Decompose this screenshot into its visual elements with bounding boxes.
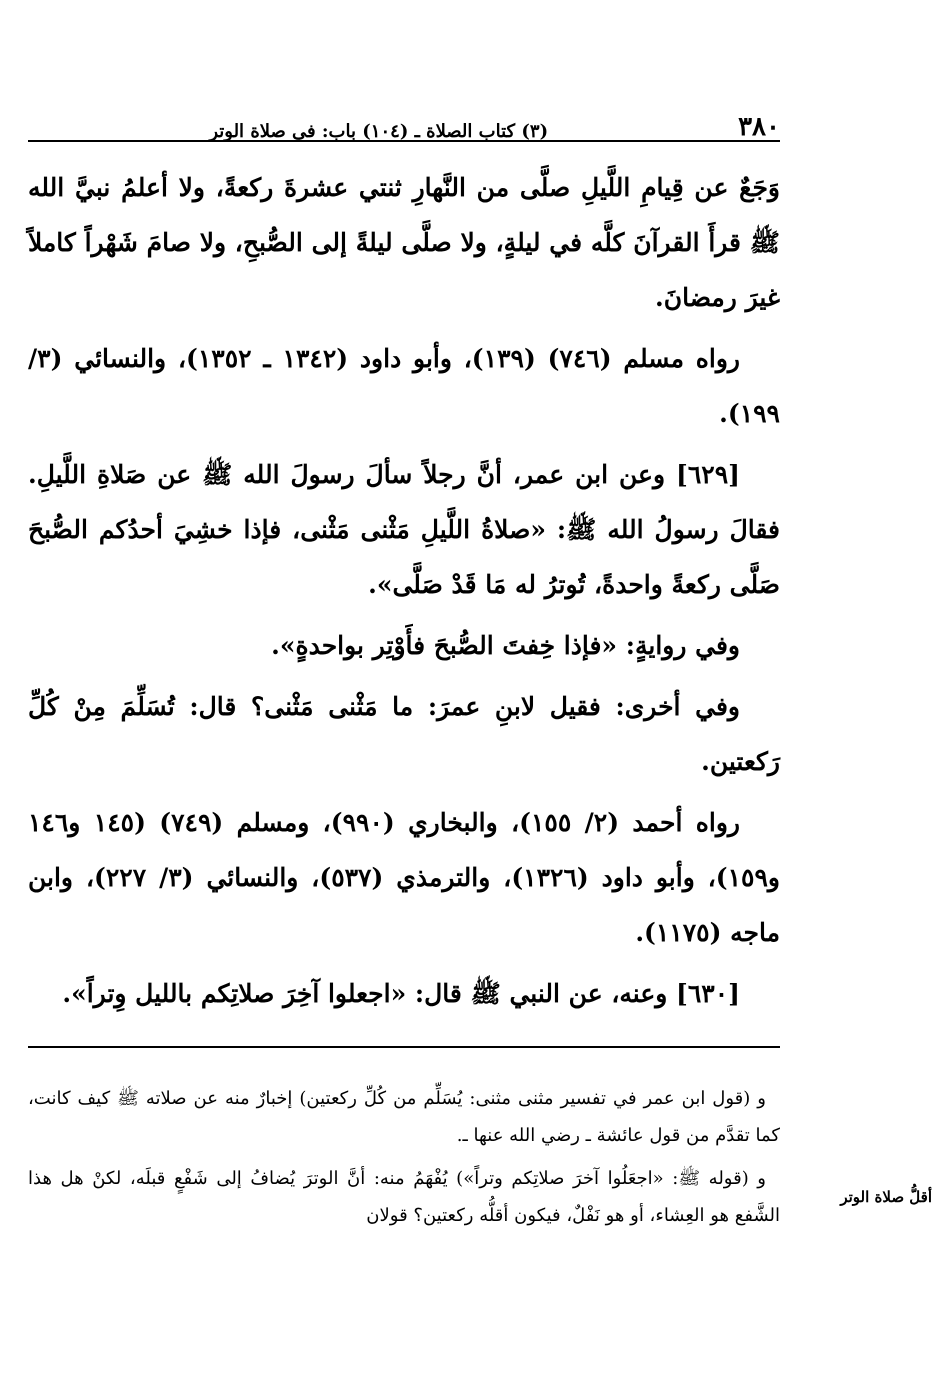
page-header	[28, 108, 780, 142]
running-head: (٣) كتاب الصلاة ـ (١٠٤) باب: في صلاة الوتر	[209, 121, 549, 142]
main-text	[28, 160, 780, 1027]
page-number: ٣٨٠	[738, 112, 780, 142]
hadith-630: [٦٣٠] وعنه، عن النبي ﷺ قال: «اجعلوا آخِرَ صلاتِكم بالليل وِتراً».	[62, 979, 740, 1008]
citation-paragraph-2: رواه أحمد (٢/ ١٥٥)، والبخاري (٩٩٠)، ومسلم (٧٤٩) (١٤٥ و١٤٦ و١٥٩)، وأبو داود (١٣٢٦)، والترمذي (٥٣٧)، والنسائي (٣/ ٢٢٧)، وابن ماجه (١١٧٥).	[28, 808, 780, 947]
footnote-1: و (قول ابن عمر في تفسير مثنى مثنى: يُسَلِّم من كُلِّ ركعتين) إخبارٌ منه عن صلاته ﷺ كيف كانت، كما تقدَّم من قول عائشة ـ رضي الله عنها ـ.	[28, 1088, 780, 1146]
ukhra-paragraph: وفي أخرى: فقيل لابنِ عمرَ: ما مَثْنى مَثْنى؟ قال: تُسَلِّمَ مِنْ كُلِّ رَكعتين.	[28, 692, 780, 776]
citation-paragraph: رواه مسلم (٧٤٦) (١٣٩)، وأبو داود (١٣٤٢ ـ ١٣٥٢)، والنسائي (٣/ ١٩٩).	[28, 344, 780, 428]
footnote-rule	[28, 1046, 780, 1048]
paragraph-continuation: وَجَعٌ عن قِيامِ اللَّيلِ صلَّى من النَّهارِ ثنتي عشرةَ ركعةً، ولا أعلمُ نبيَّ الله ﷺ قرأَ القرآنَ كلَّه في ليلةٍ، ولا صلَّى ليلةً إلى الصُّبحِ، ولا صامَ شَهْراً كاملاً غيرَ رمضانَ.	[28, 173, 780, 312]
hadith-629: [٦٢٩] وعن ابن عمر، أنَّ رجلاً سألَ رسولَ الله ﷺ عن صَلاةِ اللَّيلِ. فقالَ رسولُ الله ﷺ: «صلاةُ اللَّيلِ مَثْنى مَثْنى، فإذا خشِيَ أحدُكم الصُّبحَ صَلَّى ركعةً واحدةً، تُوترُ له مَا قَدْ صَلَّى».	[28, 460, 780, 599]
margin-note: أقلُّ صلاة الوتر	[840, 1188, 932, 1206]
footnote-2: و (قوله ﷺ: «اجعَلُوا آخرَ صلاتِكم وتراً») يُفْهَمُ منه: أنَّ الوترَ يُضافُ إلى شَفْعٍ قبلَه، لكنْ هل هذا الشَّفع هو العِشاء، أو هو نَفْلٌ، فيكون أقلُّه ركعتين؟ قولان	[28, 1168, 780, 1226]
header-rule	[28, 140, 780, 142]
commentary-footnotes	[28, 1080, 780, 1240]
riwaya-paragraph: وفي روايةٍ: «فإذا خِفتَ الصُّبحَ فأَوْتِر بواحدةٍ».	[271, 631, 740, 660]
